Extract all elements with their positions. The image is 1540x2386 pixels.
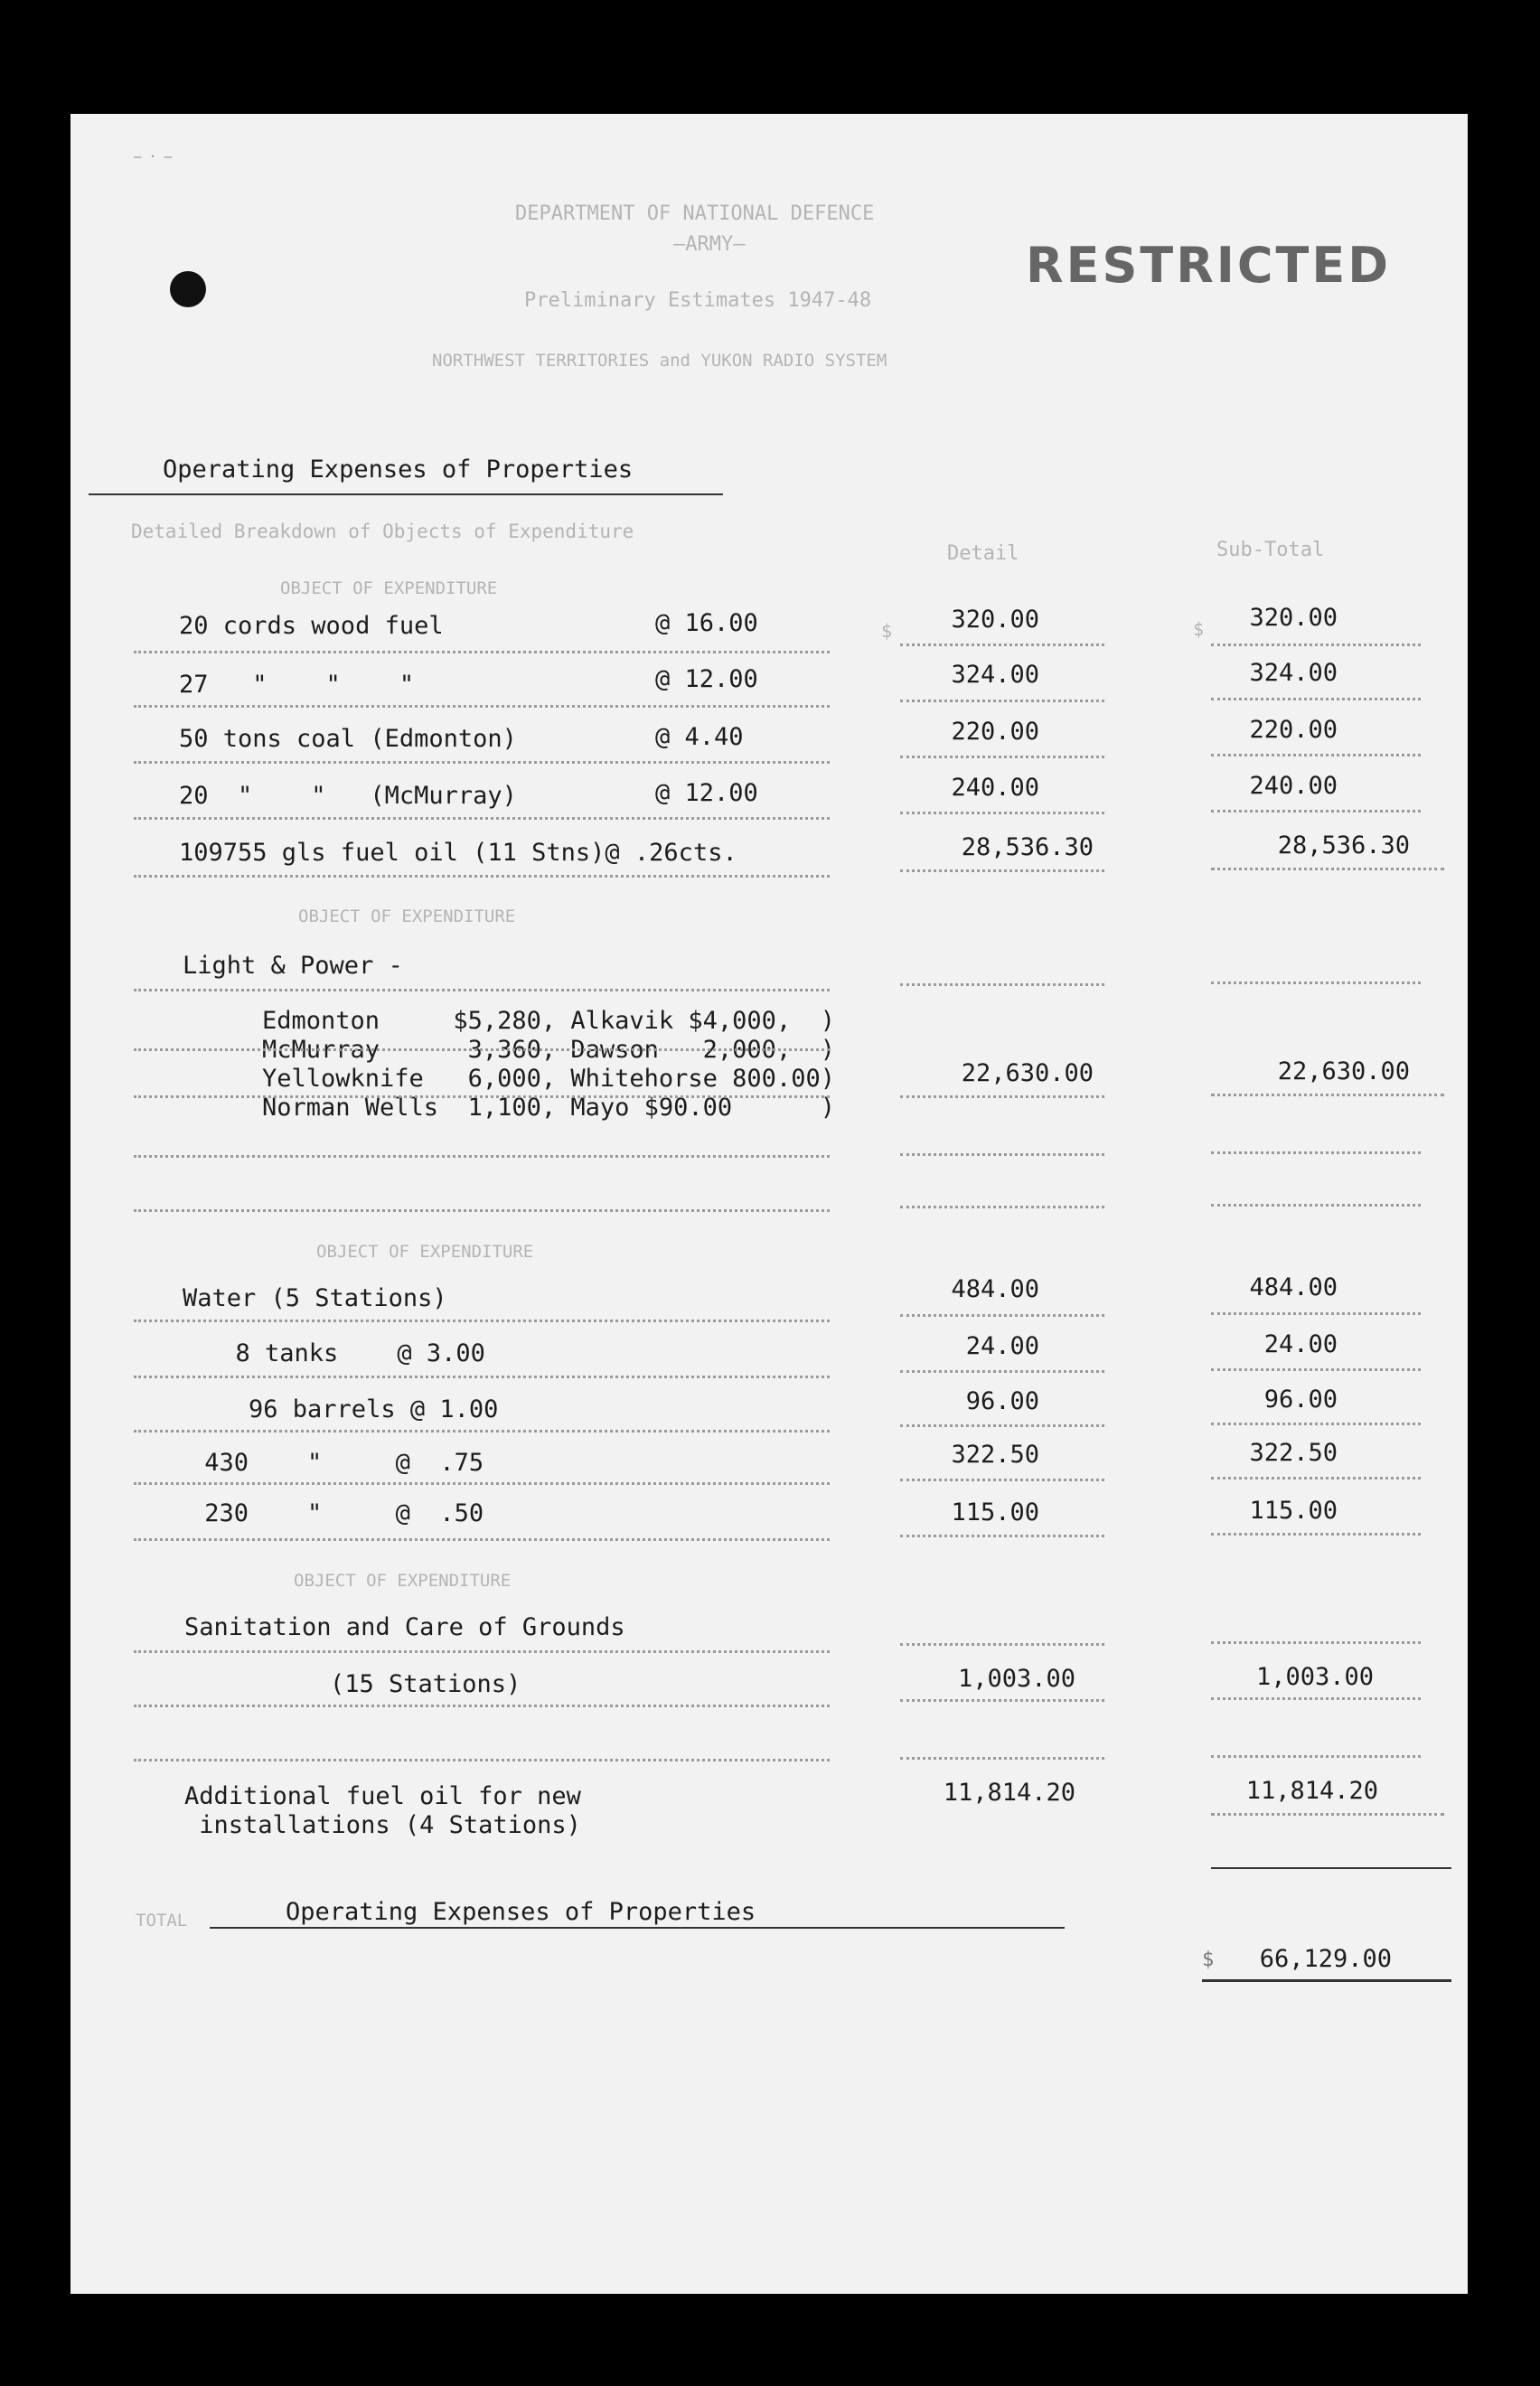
- leader-dots: [134, 1430, 830, 1433]
- leader-dots: [1211, 1151, 1421, 1154]
- leader-dots: [134, 1048, 830, 1051]
- header-line-3: Preliminary Estimates 1947-48: [524, 289, 872, 312]
- sanitation-stations: (15 Stations): [330, 1670, 521, 1698]
- leader-dots: [900, 1314, 1104, 1317]
- water-desc-5: 230 " @ .50: [190, 1499, 484, 1527]
- total-underline: [210, 1927, 1065, 1929]
- object-heading-3: OBJECT OF EXPENDITURE: [316, 1242, 534, 1262]
- additional-subtotal: 11,814.20: [1245, 1777, 1378, 1805]
- leader-dots: [1211, 1641, 1421, 1644]
- light-line-3: Yellowknife 6,000, Whitehorse 800.00): [262, 1065, 835, 1093]
- leader-dots: [134, 1705, 830, 1707]
- leader-dots: [1211, 982, 1421, 984]
- column-subtotal-header: Sub-Total: [1216, 539, 1325, 561]
- water-detail-3: 96.00: [965, 1387, 1039, 1415]
- light-subtotal: 22,630.00: [1277, 1057, 1410, 1085]
- total-description: Operating Expenses of Properties: [286, 1898, 756, 1926]
- leader-dots: [1211, 1533, 1421, 1536]
- leader-dots: [900, 756, 1104, 758]
- leader-dots: [134, 1209, 830, 1212]
- leader-dots: [900, 869, 1104, 872]
- leader-dots: [900, 983, 1104, 986]
- leader-dots: [900, 812, 1104, 814]
- leader-dots: [900, 1699, 1104, 1702]
- leader-dots: [1211, 1697, 1421, 1700]
- water-subtotal-5: 115.00: [1249, 1497, 1338, 1525]
- leader-dots: [900, 1095, 1104, 1098]
- subtitle: Detailed Breakdown of Objects of Expenditure: [131, 521, 634, 542]
- leader-dots: [1211, 643, 1421, 646]
- leader-dots: [134, 1320, 830, 1322]
- leader-dots: [1211, 1755, 1421, 1758]
- fuel-desc-3: 50 tons coal (Edmonton): [179, 725, 517, 753]
- leader-dots: [134, 1095, 830, 1098]
- light-line-4: Norman Wells 1,100, Mayo $90.00 ): [262, 1094, 835, 1122]
- leader-dots: [134, 1538, 830, 1541]
- fuel-detail-1: 320.00: [951, 606, 1039, 634]
- sanitation-subtotal: 1,003.00: [1255, 1663, 1374, 1691]
- fuel-desc-2: 27 " " ": [179, 671, 415, 699]
- additional-detail: 11,814.20: [943, 1779, 1075, 1807]
- additional-line-1: Additional fuel oil for new: [184, 1782, 581, 1810]
- total-amount-underline: [1202, 1979, 1451, 1982]
- water-desc-3: 96 barrels @ 1.00: [190, 1395, 499, 1423]
- leader-dots: [134, 1376, 830, 1378]
- leader-dots: [134, 1650, 830, 1653]
- fuel-detail-3: 220.00: [951, 718, 1039, 746]
- water-desc-1: Water (5 Stations): [183, 1284, 447, 1312]
- water-detail-1: 484.00: [951, 1275, 1039, 1303]
- leader-dots: [134, 1155, 830, 1158]
- leader-dots: [1211, 1368, 1421, 1371]
- object-heading-2: OBJECT OF EXPENDITURE: [298, 906, 516, 926]
- section-title: Operating Expenses of Properties: [163, 456, 634, 484]
- dollar-sign: $: [1202, 1949, 1215, 1971]
- leader-dots: [900, 1370, 1104, 1373]
- fuel-subtotal-2: 324.00: [1249, 659, 1338, 687]
- object-heading-4: OBJECT OF EXPENDITURE: [294, 1571, 512, 1591]
- total-label: TOTAL: [136, 1911, 188, 1930]
- sanitation-detail: 1,003.00: [957, 1665, 1075, 1693]
- fuel-rate-4: @ 12.00: [655, 779, 758, 807]
- sum-rule: [1211, 1867, 1451, 1869]
- leader-dots: [1211, 868, 1444, 870]
- fuel-subtotal-3: 220.00: [1249, 716, 1338, 744]
- total-amount: 66,129.00: [1259, 1945, 1392, 1973]
- sanitation-title: Sanitation and Care of Grounds: [184, 1613, 625, 1641]
- fuel-subtotal-1: 320.00: [1249, 604, 1338, 632]
- leader-dots: [900, 1757, 1104, 1760]
- fuel-desc-4: 20 " " (McMurray): [179, 782, 517, 810]
- light-line-1: Edmonton $5,280, Alkavik $4,000, ): [262, 1007, 835, 1035]
- dollar-sign: $: [1193, 618, 1205, 640]
- leader-dots: [1211, 810, 1421, 813]
- leader-dots: [1211, 698, 1421, 700]
- fuel-rate-3: @ 4.40: [655, 723, 744, 751]
- fuel-desc-5: 109755 gls fuel oil (11 Stns)@ .26cts.: [179, 839, 737, 867]
- water-subtotal-3: 96.00: [1263, 1386, 1338, 1414]
- leader-dots: [900, 1206, 1104, 1208]
- water-detail-2: 24.00: [965, 1332, 1039, 1360]
- light-power-title: Light & Power -: [183, 952, 403, 980]
- fuel-desc-1: 20 cords wood fuel: [179, 612, 444, 640]
- dollar-sign: $: [881, 620, 893, 642]
- punch-hole: [170, 271, 206, 307]
- leader-dots: [1211, 1813, 1444, 1816]
- leader-dots: [1211, 754, 1421, 756]
- water-subtotal-1: 484.00: [1249, 1273, 1338, 1301]
- light-detail: 22,630.00: [961, 1059, 1094, 1087]
- header-line-4: NORTHWEST TERRITORIES and YUKON RADIO SYSTEM: [432, 351, 887, 371]
- leader-dots: [134, 1482, 830, 1485]
- fuel-rate-1: @ 16.00: [655, 609, 758, 637]
- fuel-rate-2: @ 12.00: [655, 665, 758, 693]
- leader-dots: [900, 1643, 1104, 1646]
- leader-dots: [134, 875, 830, 878]
- restricted-stamp: RESTRICTED: [1026, 237, 1392, 294]
- leader-dots: [900, 1153, 1104, 1156]
- leader-dots: [134, 651, 830, 653]
- leader-dots: [1211, 1423, 1421, 1425]
- water-subtotal-2: 24.00: [1263, 1330, 1338, 1358]
- water-desc-4: 430 " @ .75: [190, 1449, 484, 1477]
- corner-mark: — · —: [134, 150, 173, 164]
- leader-dots: [1211, 1477, 1421, 1480]
- fuel-detail-4: 240.00: [951, 774, 1039, 802]
- additional-line-2: installations (4 Stations): [184, 1811, 581, 1839]
- leader-dots: [134, 705, 830, 708]
- water-desc-2: 8 tanks @ 3.00: [206, 1339, 485, 1367]
- leader-dots: [900, 1424, 1104, 1427]
- leader-dots: [134, 989, 830, 991]
- leader-dots: [1211, 1204, 1421, 1207]
- water-detail-4: 322.50: [951, 1441, 1039, 1469]
- leader-dots: [134, 817, 830, 820]
- water-subtotal-4: 322.50: [1249, 1439, 1338, 1467]
- leader-dots: [900, 1535, 1104, 1537]
- object-heading-1: OBJECT OF EXPENDITURE: [280, 578, 498, 598]
- column-detail-header: Detail: [947, 542, 1019, 565]
- light-line-2: McMurray 3,360, Dawson 2,000, ): [262, 1036, 835, 1064]
- header-line-1: DEPARTMENT OF NATIONAL DEFENCE: [515, 202, 875, 225]
- water-detail-5: 115.00: [951, 1498, 1039, 1526]
- title-underline: [89, 493, 723, 495]
- leader-dots: [900, 643, 1104, 646]
- fuel-detail-5: 28,536.30: [961, 833, 1094, 861]
- leader-dots: [1211, 1312, 1421, 1315]
- leader-dots: [900, 1479, 1104, 1481]
- fuel-subtotal-4: 240.00: [1249, 772, 1338, 800]
- leader-dots: [134, 1759, 830, 1761]
- fuel-detail-2: 324.00: [951, 661, 1039, 689]
- leader-dots: [1211, 1094, 1444, 1096]
- leader-dots: [134, 761, 830, 764]
- leader-dots: [900, 700, 1104, 702]
- fuel-subtotal-5: 28,536.30: [1277, 831, 1410, 860]
- header-line-2: —ARMY—: [673, 233, 746, 256]
